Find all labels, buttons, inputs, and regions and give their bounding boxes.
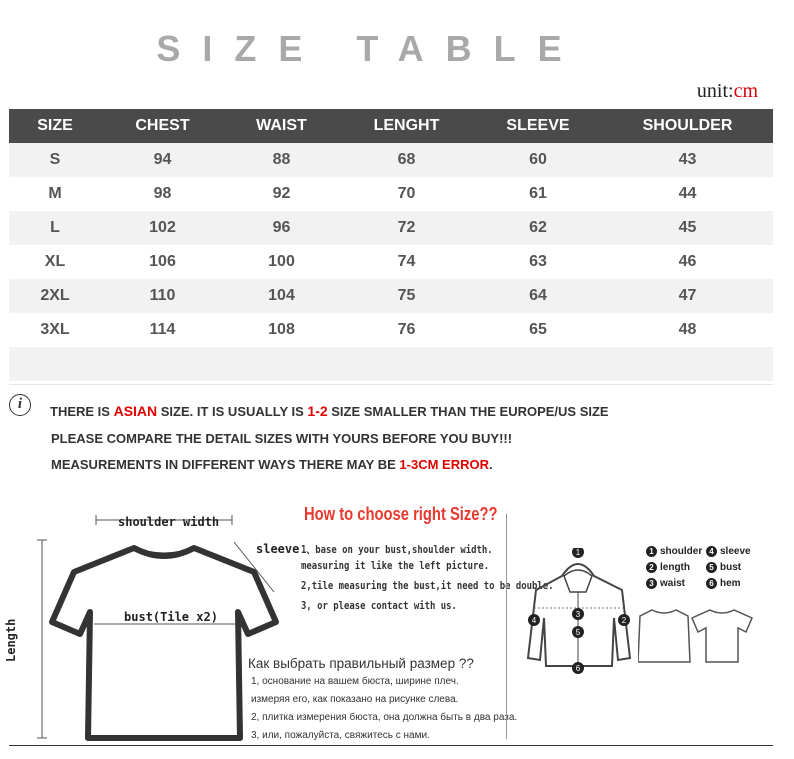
howto-step: 2,tile measuring the bust,it need to be double. <box>301 580 554 592</box>
table-cell: 46 <box>678 253 697 270</box>
header-size: SIZE <box>9 109 101 143</box>
header-shoulder: SHOULDER <box>602 109 773 143</box>
table-cell: 64 <box>474 279 602 313</box>
russian-step: 1, основание на вашем бюста, ширине плеч. <box>251 676 459 687</box>
label-length: Length <box>4 618 18 662</box>
table-row <box>9 143 773 177</box>
table-cell: 48 <box>678 321 697 338</box>
svg-text:4: 4 <box>531 616 537 625</box>
table-cell: 76 <box>397 321 416 338</box>
russian-title: Как выбрать правильный размер ?? <box>248 656 474 671</box>
table-cell: M <box>48 185 62 202</box>
table-header-row <box>9 109 773 143</box>
legend-item: 4 sleeve <box>706 546 751 557</box>
table-cell: 100 <box>268 253 295 270</box>
table-cell: 43 <box>602 143 773 177</box>
table-cell: 62 <box>474 211 602 245</box>
table-cell: 88 <box>224 143 339 177</box>
header-sleeve: SLEEVE <box>474 109 602 143</box>
table-cell: 114 <box>149 321 176 338</box>
bottom-divider <box>9 745 773 746</box>
howto-title: How to choose right Size?? <box>304 504 498 524</box>
svg-text:3: 3 <box>575 610 581 619</box>
table-cell: 110 <box>101 279 224 313</box>
table-cell: 60 <box>474 143 602 177</box>
table-row <box>9 211 773 245</box>
svg-text:2: 2 <box>621 616 627 625</box>
legend-item: 6 hem <box>706 578 741 589</box>
table-cell: 74 <box>397 253 416 270</box>
divider-vertical <box>506 514 507 739</box>
note-error: MEASUREMENTS IN DIFFERENT WAYS THERE MAY BE 1-3CM ERROR. <box>51 457 493 472</box>
measurement-guide <box>0 490 794 759</box>
table-cell: 47 <box>602 279 773 313</box>
howto-step: measuring it like the left picture. <box>301 560 490 572</box>
table-cell: 75 <box>339 279 474 313</box>
table-cell: 92 <box>272 185 291 202</box>
table-cell: XL <box>44 253 66 270</box>
divider <box>9 384 773 385</box>
svg-text:5: 5 <box>575 628 581 637</box>
table-cell: L <box>9 211 101 245</box>
legend-item: 1 shoulder <box>646 546 702 557</box>
header-chest: CHEST <box>101 109 224 143</box>
table-cell: S <box>9 143 101 177</box>
unit-label: unit:cm <box>696 80 758 102</box>
table-cell: 96 <box>224 211 339 245</box>
table-cell: 98 <box>153 185 172 202</box>
label-bust: bust(Tile x2) <box>124 610 218 624</box>
legend-item: 3 waist <box>646 578 685 589</box>
header-waist: WAIST <box>224 109 339 143</box>
table-cell: 45 <box>602 211 773 245</box>
table-cell: 2XL <box>9 279 101 313</box>
table-row <box>9 279 773 313</box>
table-cell: 70 <box>397 185 416 202</box>
svg-text:6: 6 <box>575 664 581 673</box>
legend-item: 2 length <box>646 562 690 573</box>
svg-text:1: 1 <box>575 548 581 557</box>
label-shoulder-width: shoulder width <box>118 515 220 529</box>
russian-step: измеряя его, как показано на рисунке слева. <box>251 694 459 705</box>
hoodie-diagram <box>522 548 640 678</box>
table-cell: 68 <box>339 143 474 177</box>
legend-item: 5 bust <box>706 562 741 573</box>
table-cell: 44 <box>678 185 697 202</box>
label-sleeve: sleeve <box>256 542 300 556</box>
russian-step: 3, или, пожалуйста, свяжитесь с нами. <box>251 730 430 741</box>
howto-step: 1、base on your bust,shoulder width. <box>301 544 493 556</box>
table-cell: 94 <box>101 143 224 177</box>
table-cell: 61 <box>529 185 547 202</box>
table-row-empty <box>9 347 773 381</box>
table-cell: 72 <box>339 211 474 245</box>
howto-step: 3, or please contact with us. <box>301 600 457 612</box>
table-cell: 65 <box>529 321 547 338</box>
russian-step: 2, плитка измерения бюста, она должна быть в два раза. <box>251 712 518 723</box>
header-length: LENGHT <box>339 109 474 143</box>
table-cell: 3XL <box>40 321 70 338</box>
note-asian-size: THERE IS ASIAN SIZE. IT IS USUALLY IS 1-2 SIZE SMALLER THAN THE EUROPE/US SIZE <box>50 403 609 419</box>
info-icon: i <box>9 394 31 416</box>
table-row <box>9 177 773 211</box>
table-cell: 102 <box>101 211 224 245</box>
shirt-icons <box>638 602 758 672</box>
table-cell: 108 <box>268 321 295 338</box>
page-title: SIZE TABLE <box>156 28 584 69</box>
table-cell: 63 <box>529 253 547 270</box>
note-compare: PLEASE COMPARE THE DETAIL SIZES WITH YOURS BEFORE YOU BUY!!! <box>51 431 513 446</box>
table-cell-empty <box>9 347 773 381</box>
size-table <box>9 109 773 381</box>
table-row <box>9 245 773 279</box>
table-cell: 106 <box>149 253 176 270</box>
table-cell: 104 <box>224 279 339 313</box>
table-row <box>9 313 773 347</box>
